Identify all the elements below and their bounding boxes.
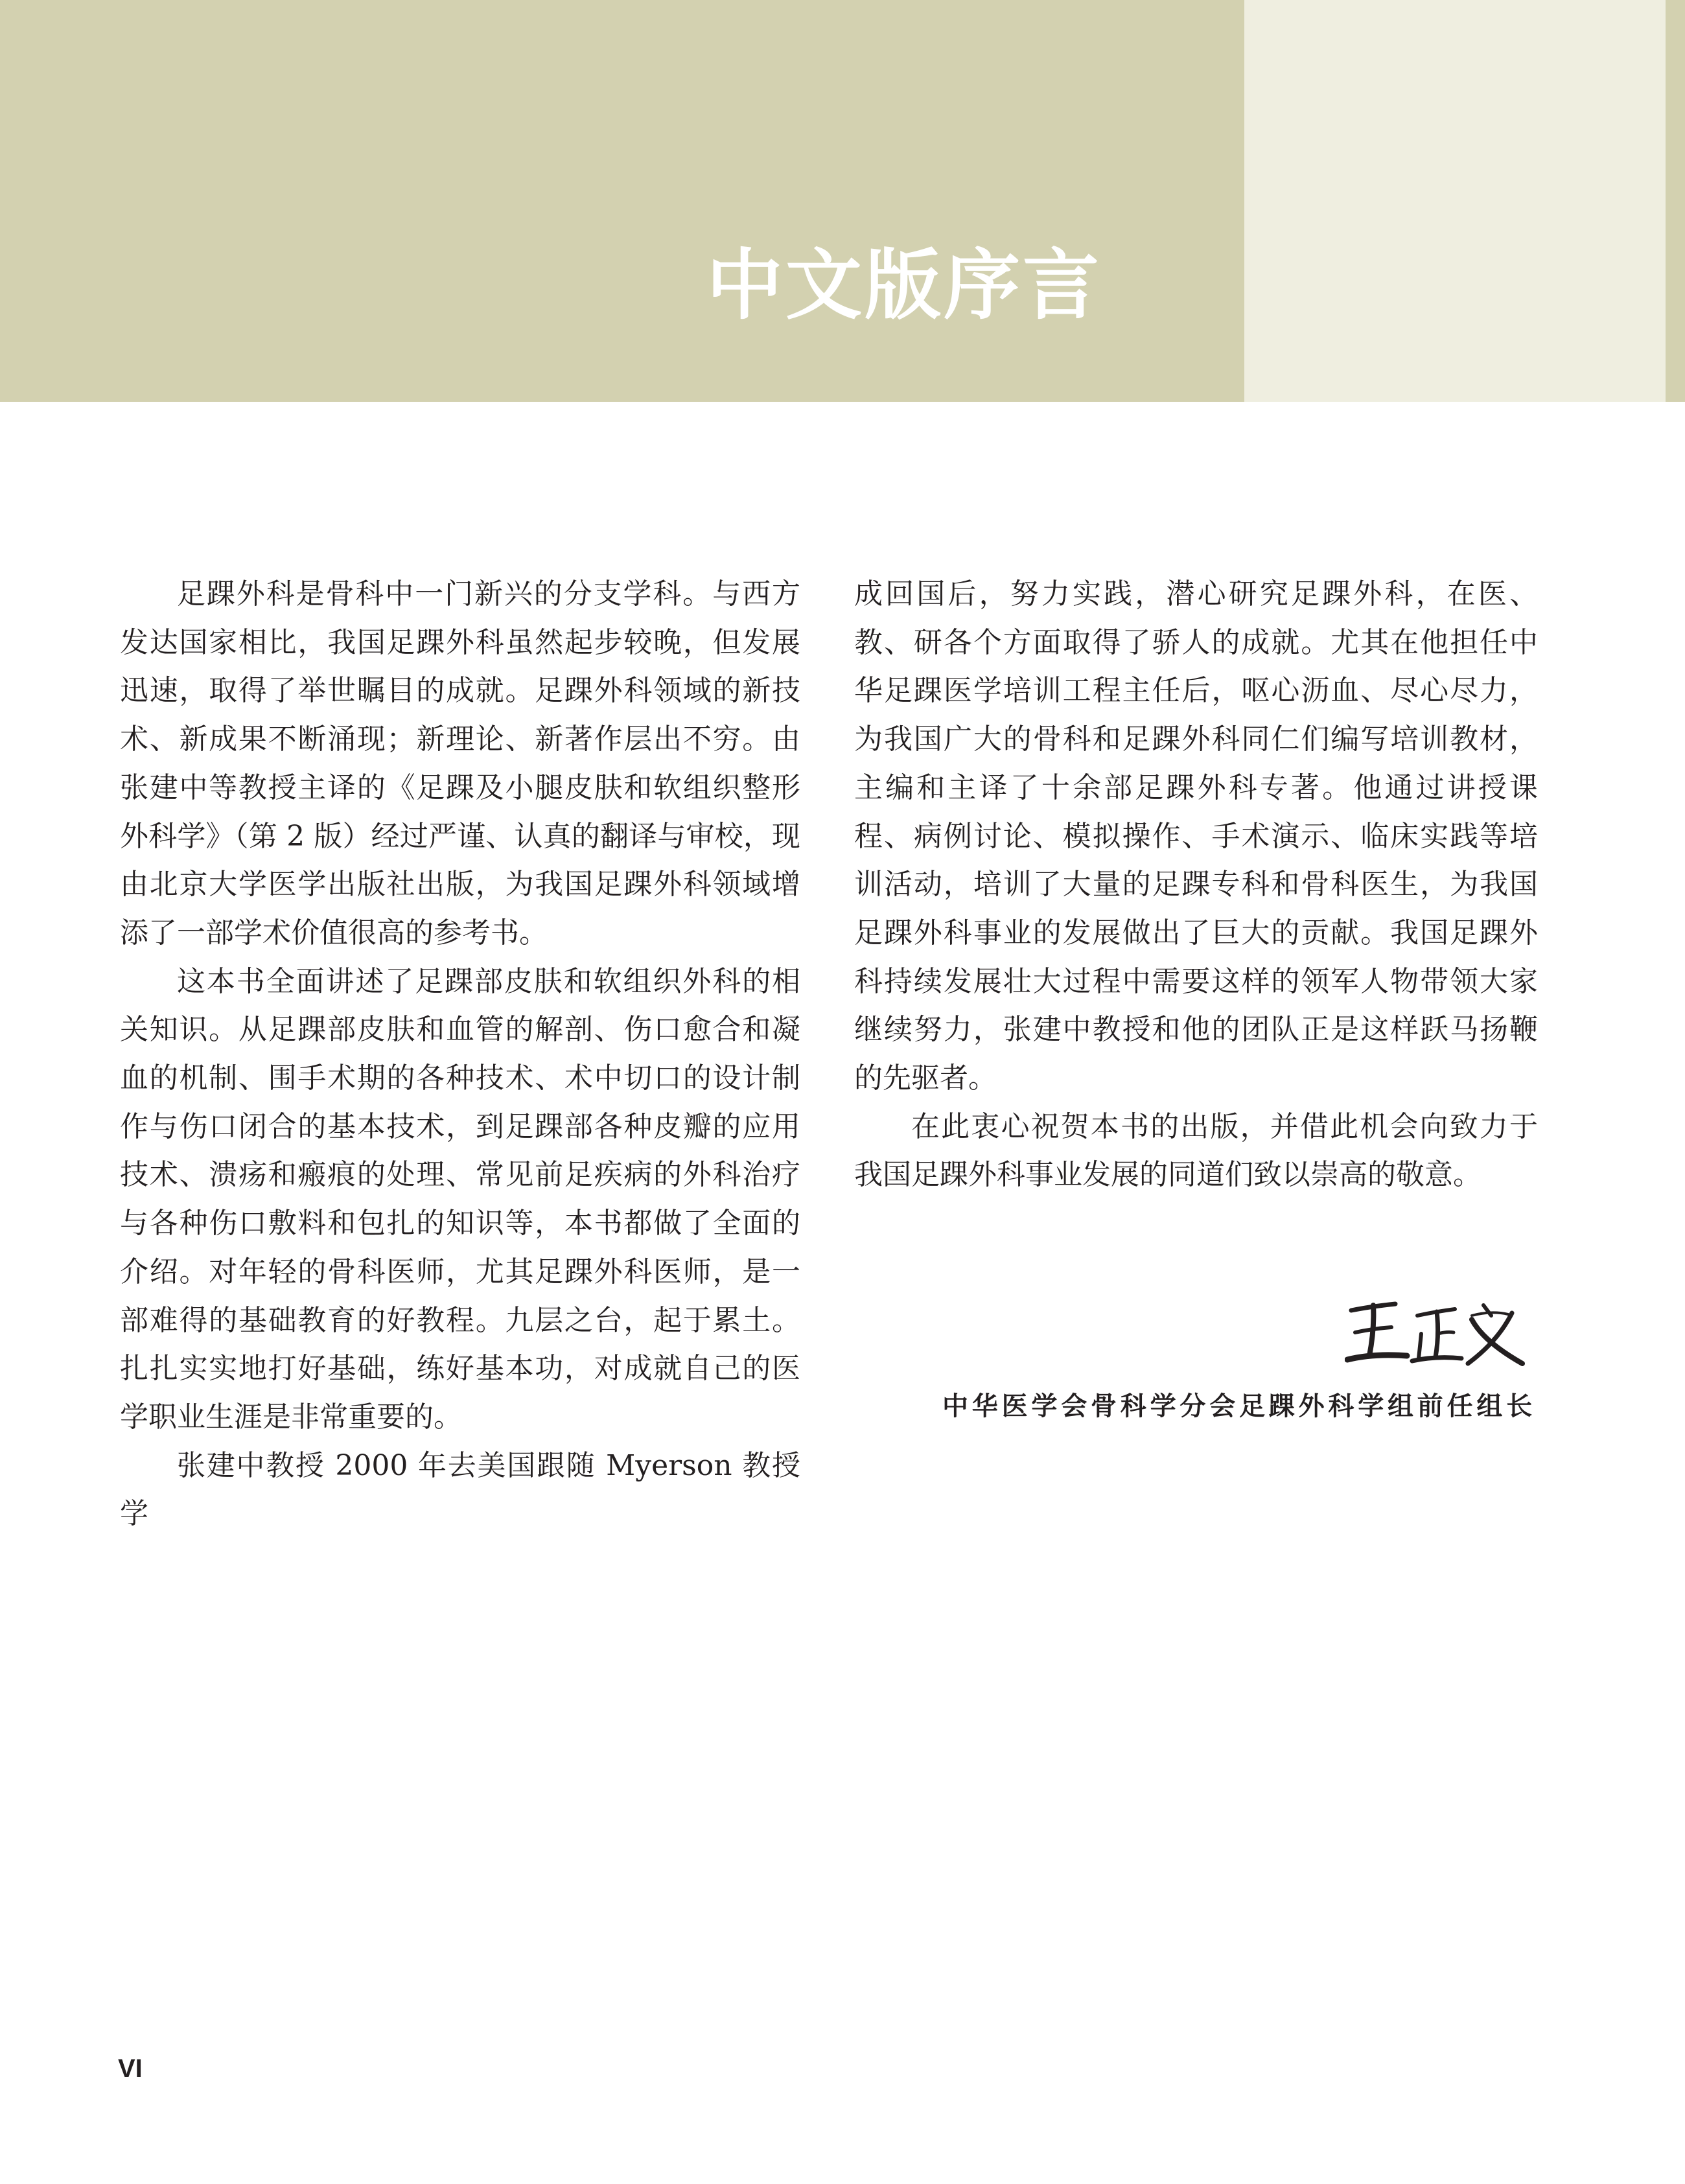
signer-title: 中华医学会骨科学分会足踝外科学组前任组长 (942, 1391, 1536, 1421)
paragraph-3-continued: 成回国后，努力实践，潜心研究足踝外科，在医、教、研各个方面取得了骄人的成就。尤其在他担任中华足踝医学培训工程主任后，呕心沥血、尽心尽力，为我国广大的骨科和足踝外科同仁们编写培训教材，主编和主译了十余部足踝外科专著。他通过讲授课程、病例讨论、模拟操作、手术演示、临床实践等培训活动，培训了大量的足踝专科和骨科医生，为我国足踝外科事业的发展做出了巨大的贡献。我国足踝外科持续发展壮大过程中需要这样的领军人物带领大家继续努力，张建中教授和他的团队正是这样跃马扬鞭的先驱者。 (854, 577, 1538, 1095)
paragraph-3-start: 张建中教授 2000 年去美国跟随 Myerson 教授学 (120, 1448, 800, 1531)
handwritten-signature (1345, 1296, 1526, 1374)
header-band (0, 0, 1244, 402)
paragraph-4: 在此衷心祝贺本书的出版，并借此机会向致力于我国足踝外科事业发展的同道们致以崇高的敬意。 (854, 1109, 1538, 1192)
paragraph-2: 这本书全面讲述了足踝部皮肤和软组织外科的相关知识。从足踝部皮肤和血管的解剖、伤口愈合和凝血的机制、围手术期的各种技术、术中切口的设计制作与伤口闭合的基本技术，到足踝部各种皮瓣的应用技术、溃疡和瘢痕的处理、常见前足疾病的外科治疗与各种伤口敷料和包扎的知识等，本书都做了全面的介绍。对年轻的骨科医师，尤其足踝外科医师，是一部难得的基础教育的好教程。九层之台，起于累土。扎扎实实地打好基础，练好基本功，对成就自己的医学职业生涯是非常重要的。 (120, 964, 800, 1434)
paragraph-1: 足踝外科是骨科中一门新兴的分支学科。与西方发达国家相比，我国足踝外科虽然起步较晚，但发展迅速，取得了举世瞩目的成就。足踝外科领域的新技术、新成果不断涌现；新理论、新著作层出不穷。由张建中等教授主译的《足踝及小腿皮肤和软组织整形外科学》（第 2 版）经过严谨、认真的翻译与审校，现由北京大学医学出版社出版，为我国足踝外科领域增添了一部学术价值很高的参考书。 (120, 577, 800, 949)
header-edge-strip (1666, 0, 1685, 402)
body-column-right (854, 570, 1538, 1200)
page-number: VI (118, 2054, 143, 2083)
body-column-left (120, 570, 800, 1539)
header-light-panel (1244, 0, 1666, 402)
page-title: 中文版序言 (706, 240, 1102, 330)
